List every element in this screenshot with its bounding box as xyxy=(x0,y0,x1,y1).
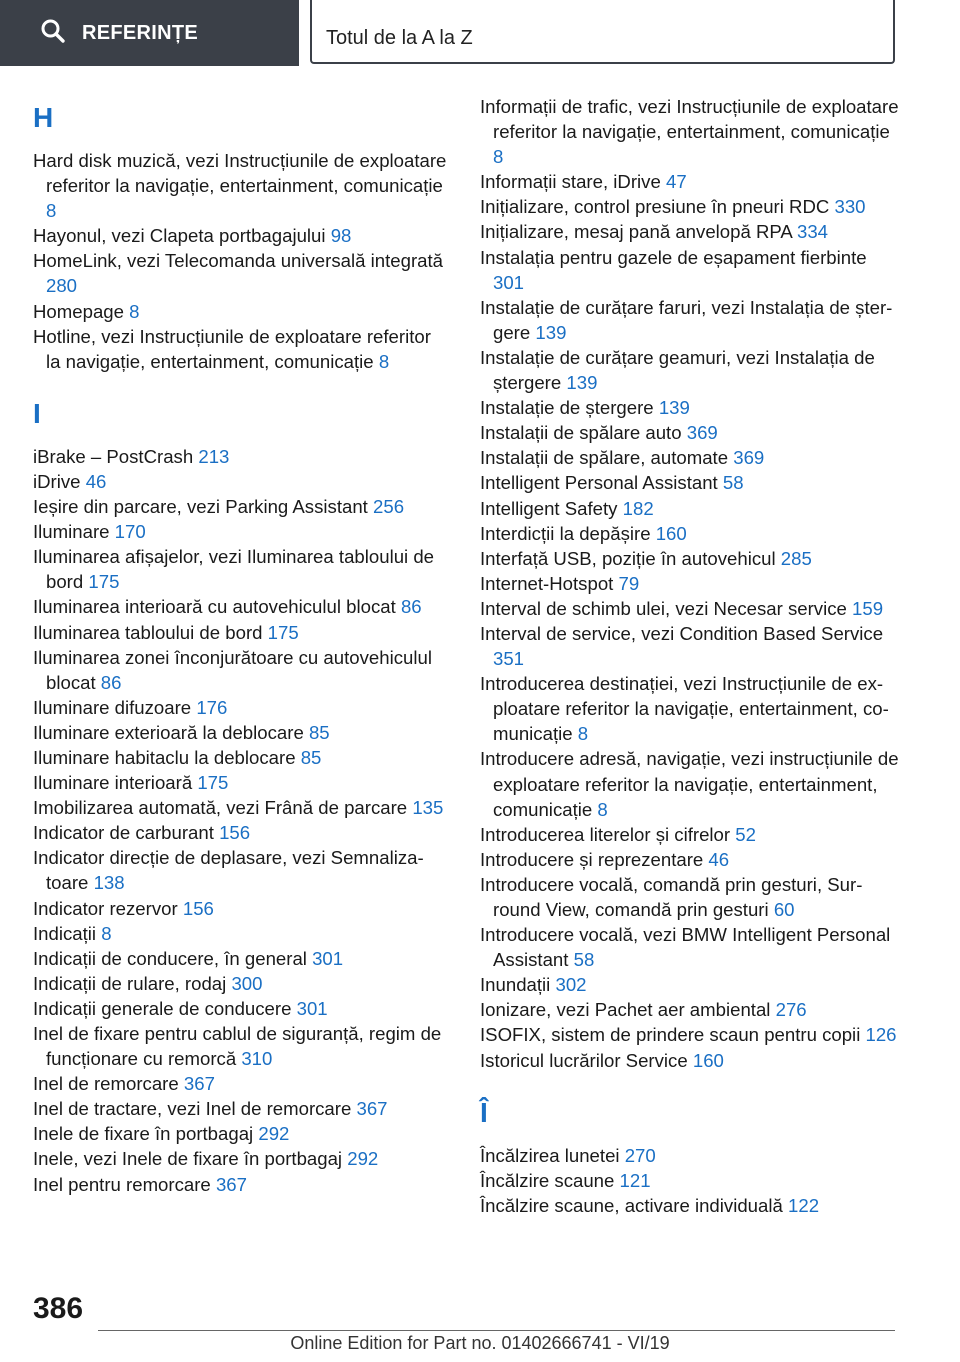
page-link[interactable]: 8 xyxy=(101,922,112,944)
page-link[interactable]: 330 xyxy=(834,196,866,218)
index-entry-text: iDrive xyxy=(33,470,81,492)
index-entry xyxy=(480,1143,900,1168)
index-entry-text: Instalația pentru gazele de eșapament fierbinte xyxy=(480,246,867,268)
index-entry-text: Inele, vezi Inele de fixare în portbagaj xyxy=(33,1148,343,1170)
index-entry xyxy=(480,219,900,244)
page-link[interactable]: 79 xyxy=(618,572,640,594)
index-entry-text: Indicații generale de conducere xyxy=(33,997,292,1019)
index-entry-text: Instalație de ștergere xyxy=(480,397,654,419)
page-link[interactable]: 86 xyxy=(400,596,422,618)
index-entry xyxy=(33,1071,448,1096)
page-link[interactable]: 182 xyxy=(622,497,654,519)
index-entry xyxy=(480,546,900,571)
page-link[interactable]: 351 xyxy=(493,648,525,670)
index-entry-text: Indicații xyxy=(33,922,97,944)
index-entry-text: Indicații de conducere, în general xyxy=(33,947,307,969)
index-entry xyxy=(33,544,448,594)
index-entry xyxy=(480,671,900,746)
index-entry xyxy=(33,469,448,494)
page-link[interactable]: 302 xyxy=(555,974,587,996)
index-entry xyxy=(33,896,448,921)
index-entry xyxy=(33,1021,448,1071)
index-entry-text: Interval de schimb ulei, vezi Necesar service xyxy=(480,597,847,619)
index-entry-text: HomeLink, vezi Telecomanda universală integrată xyxy=(33,250,443,272)
index-entry-text: Intelligent Personal Assistant xyxy=(480,472,718,494)
index-entry-text: Iluminarea interioară cu autovehiculul blocat xyxy=(33,596,396,618)
page-link[interactable]: 367 xyxy=(356,1098,388,1120)
index-entry xyxy=(33,795,448,820)
index-entry xyxy=(480,571,900,596)
index-entry xyxy=(33,1096,448,1121)
index-entry-text: Introducere adresă, navigație, vezi instrucțiunile de exploatare referitor la navigație, entertainment, comunicație xyxy=(480,748,899,820)
page-link[interactable]: 85 xyxy=(300,746,322,768)
index-entry-text: Instalații de spălare, automate xyxy=(480,447,729,469)
index-entry xyxy=(33,745,448,770)
index-entry-text: Introducere și reprezentare xyxy=(480,848,704,870)
header xyxy=(0,0,960,66)
index-entry-text: Informații stare, iDrive xyxy=(480,171,661,193)
page-link[interactable]: 160 xyxy=(655,522,687,544)
index-entry-text: Hotline, vezi Instrucțiunile de exploatare referitor la navigație, entertainment, comunicație xyxy=(33,325,431,372)
page-link[interactable]: 86 xyxy=(100,671,122,693)
footer-divider xyxy=(98,1330,895,1331)
index-entry-text: Istoricul lucrărilor Service xyxy=(480,1049,688,1071)
index-entry xyxy=(480,521,900,546)
index-entry-text: Interval de service, vezi Condition Based Service xyxy=(480,622,884,644)
index-entry xyxy=(480,94,900,169)
index-entry xyxy=(480,470,900,495)
page-link[interactable]: 126 xyxy=(865,1024,897,1046)
index-entry xyxy=(480,922,900,972)
index-entry-text: Iluminare exterioară la deblocare xyxy=(33,721,304,743)
index-entry xyxy=(33,519,448,544)
index-entry xyxy=(480,1168,900,1193)
index-column-left xyxy=(33,94,448,1197)
index-entry xyxy=(33,594,448,619)
page-link[interactable]: 256 xyxy=(373,496,405,518)
index-entry xyxy=(33,444,448,469)
index-entry-text: Informații de trafic, vezi Instrucțiunile de exploatare referitor la navigație, entertainment, comunicație xyxy=(480,96,899,143)
index-entry-text: Imobilizarea automată, vezi Frână de parcare xyxy=(33,797,408,819)
page-link[interactable]: 8 xyxy=(46,200,57,222)
references-tab[interactable] xyxy=(0,0,299,66)
index-entry-text: Iluminarea tabloului de bord xyxy=(33,621,263,643)
page-link[interactable]: 8 xyxy=(597,798,608,820)
index-entry xyxy=(33,820,448,845)
index-entry xyxy=(480,997,900,1022)
page-link[interactable]: 138 xyxy=(93,872,125,894)
page-link[interactable]: 8 xyxy=(577,723,589,745)
page-link[interactable]: 47 xyxy=(666,171,687,193)
page-link[interactable]: 85 xyxy=(308,721,330,743)
index-entry-text: Inițializare, control presiune în pneuri RDC xyxy=(480,196,830,218)
section-letter: I xyxy=(33,397,41,429)
page-link[interactable]: 176 xyxy=(196,696,228,718)
index-entry-text: Interfață USB, poziție în autovehicul xyxy=(480,547,776,569)
index-column-right xyxy=(480,94,900,1218)
index-entry-text: Inele de fixare în portbagaj xyxy=(33,1123,254,1145)
search-icon xyxy=(40,18,66,49)
index-entry xyxy=(33,946,448,971)
index-entry xyxy=(480,295,900,345)
references-tab-label: REFERINȚE xyxy=(82,21,199,44)
index-entry-text: Instalație de curățare geamuri, vezi Instalația de ștergere xyxy=(480,346,875,394)
index-entry xyxy=(480,395,900,420)
page-link[interactable]: 334 xyxy=(796,221,829,243)
index-entry xyxy=(480,596,900,621)
index-entry-text: iBrake – PostCrash xyxy=(33,445,194,467)
index-entry-text: Hayonul, vezi Clapeta portbagajului xyxy=(33,225,326,247)
page-link[interactable]: 159 xyxy=(852,597,884,619)
index-entry-text: Iluminarea zonei înconjurătoare cu autovehiculul blocat xyxy=(33,646,432,693)
index-entry-text: Inel de remorcare xyxy=(33,1073,179,1095)
index-entry xyxy=(33,1146,448,1171)
index-entry-text: Hard disk muzică, vezi Instrucțiunile de exploatare referitor la navigație, entertainment, comunicație xyxy=(33,150,447,197)
index-entry-text: Internet-Hotspot xyxy=(480,572,614,594)
page-link[interactable]: 122 xyxy=(788,1194,820,1216)
index-entry xyxy=(33,921,448,946)
index-entry xyxy=(480,972,900,997)
index-entry xyxy=(33,770,448,795)
index-entry xyxy=(33,299,448,324)
index-entry xyxy=(33,1172,448,1197)
page-number: 386 xyxy=(33,1292,84,1325)
page-link[interactable]: 367 xyxy=(215,1173,247,1195)
index-entry-text: Ionizare, vezi Pachet aer ambiental xyxy=(480,999,771,1021)
page-link[interactable]: 367 xyxy=(183,1073,215,1095)
index-entry xyxy=(33,324,448,374)
index-entry-text: Încălzire scaune xyxy=(480,1169,615,1191)
index-entry xyxy=(480,621,900,671)
index-entry xyxy=(33,1121,448,1146)
index-entry xyxy=(33,148,448,223)
page-link[interactable]: 139 xyxy=(535,321,567,343)
index-entry-text: Iluminarea afișajelor, vezi Iluminarea tabloului de bord xyxy=(33,546,435,593)
index-entry-text: Inițializare, mesaj pană anvelopă RPA xyxy=(480,221,792,243)
index-entry-text: Inel pentru remorcare xyxy=(33,1173,211,1195)
index-entry xyxy=(33,223,448,248)
index-entry xyxy=(480,169,900,194)
index-entry-text: Ieșire din parcare, vezi Parking Assistant xyxy=(33,496,368,518)
page-link[interactable]: 301 xyxy=(312,947,344,969)
index-entry xyxy=(33,971,448,996)
index-entry xyxy=(480,194,900,219)
page-link[interactable]: 369 xyxy=(733,447,765,469)
edition-footer: Online Edition for Part no. 01402666741 - VI/19 xyxy=(290,1333,670,1353)
page-link[interactable]: 139 xyxy=(658,397,690,419)
index-entry-text: Indicator direcție de deplasare, vezi Semnalizatoare xyxy=(33,847,424,894)
page-link[interactable]: 121 xyxy=(619,1169,651,1191)
index-entry-text: Încălzirea lunetei xyxy=(480,1144,620,1166)
index-entry xyxy=(480,847,900,872)
chapter-tab[interactable]: Totul de la A la Z xyxy=(310,0,895,64)
page-link[interactable]: 175 xyxy=(267,621,299,643)
page-link[interactable]: 135 xyxy=(412,797,444,819)
index-entry xyxy=(33,845,448,895)
index-entry xyxy=(480,445,900,470)
page-link[interactable]: 270 xyxy=(624,1144,656,1166)
page-link[interactable]: 292 xyxy=(347,1148,379,1170)
page-link[interactable]: 156 xyxy=(182,897,214,919)
page-link[interactable]: 213 xyxy=(198,445,230,467)
page-link[interactable]: 58 xyxy=(573,949,595,971)
index-entry-text: Interdicții la depășire xyxy=(480,522,651,544)
page-link[interactable]: 280 xyxy=(46,275,78,297)
index-entry-text: Introducerea literelor și cifrelor xyxy=(480,823,731,845)
index-entry-text: Indicator rezervor xyxy=(33,897,178,919)
page-link[interactable]: 58 xyxy=(722,472,744,494)
index-entry-text: Intelligent Safety xyxy=(480,497,618,519)
page-link[interactable]: 301 xyxy=(493,271,525,293)
index-entry xyxy=(480,746,900,821)
section-letter: H xyxy=(33,102,54,133)
index-entry-text: Iluminare difuzoare xyxy=(33,696,192,718)
index-entry-text: Inel de fixare pentru cablul de siguranță, regim de funcționare cu remorcă xyxy=(33,1023,442,1070)
index-entry-text: Introducere vocală, comandă prin gesturi, Surround View, comandă prin gesturi xyxy=(480,873,863,920)
index-entry-text: Inel de tractare, vezi Inel de remorcare xyxy=(33,1098,352,1120)
index-entry-text: Introducere vocală, vezi BMW Intelligent Personal Assistant xyxy=(480,924,891,971)
index-entry xyxy=(33,695,448,720)
page-link[interactable]: 8 xyxy=(378,350,390,372)
page-link[interactable]: 300 xyxy=(231,972,263,994)
index-entry xyxy=(480,496,900,521)
page-link[interactable]: 8 xyxy=(493,146,504,168)
page-link[interactable]: 292 xyxy=(258,1123,290,1145)
page-link[interactable]: 98 xyxy=(330,225,352,247)
index-entry xyxy=(33,645,448,695)
index-entry xyxy=(480,1048,900,1073)
index-entry xyxy=(33,494,448,519)
index-entry xyxy=(480,1193,900,1218)
index-entry-text: Indicator de carburant xyxy=(33,822,214,844)
index-entry-text: Inundații xyxy=(480,974,551,996)
page-link[interactable]: 285 xyxy=(780,547,812,569)
page-link[interactable]: 310 xyxy=(241,1048,273,1070)
page-link[interactable]: 139 xyxy=(566,372,598,394)
index-entry-text: Introducerea destinației, vezi Instrucțiunile de exploatare referitor la navigație, entertainment, comunicație xyxy=(480,673,889,745)
index-entry xyxy=(480,345,900,395)
page-link[interactable]: 52 xyxy=(735,823,756,845)
index-entry-text: Instalații de spălare auto xyxy=(480,422,682,444)
index-entry xyxy=(480,245,900,295)
page-link[interactable]: 60 xyxy=(773,899,795,920)
index-entry-text: Iluminare xyxy=(33,521,110,543)
page-link[interactable]: 156 xyxy=(219,822,251,844)
index-entry-text: Indicații de rulare, rodaj xyxy=(33,972,227,994)
index-entry-text: Iluminare habitaclu la deblocare xyxy=(33,746,296,768)
page-link[interactable]: 160 xyxy=(692,1049,724,1071)
index-entry xyxy=(33,720,448,745)
page-link[interactable]: 276 xyxy=(775,999,807,1021)
index-entry xyxy=(480,872,900,922)
index-entry-text: Homepage xyxy=(33,300,124,322)
index-entry xyxy=(33,996,448,1021)
index-entry xyxy=(480,420,900,445)
index-entry-text: Iluminare interioară xyxy=(33,772,193,794)
index-entry xyxy=(480,822,900,847)
page-link[interactable]: 170 xyxy=(114,521,146,543)
page-link[interactable]: 175 xyxy=(88,571,120,593)
page-link[interactable]: 369 xyxy=(686,422,718,444)
page-link[interactable]: 46 xyxy=(708,848,730,870)
section-letter: Î xyxy=(480,1096,488,1128)
index-entry-text: ISOFIX, sistem de prindere scaun pentru copii xyxy=(480,1024,861,1046)
page-link[interactable]: 301 xyxy=(296,997,328,1019)
index-entry-text: Încălzire scaune, activare individuală xyxy=(480,1194,783,1216)
page-link[interactable]: 46 xyxy=(85,470,107,492)
index-entry-text: Instalație de curățare faruri, vezi Instalația de ștergere xyxy=(480,296,893,343)
page-link[interactable]: 8 xyxy=(129,300,140,322)
index-entry xyxy=(33,248,448,298)
page-link[interactable]: 175 xyxy=(197,772,229,794)
index-entry xyxy=(480,1022,900,1047)
index-entry xyxy=(33,620,448,645)
